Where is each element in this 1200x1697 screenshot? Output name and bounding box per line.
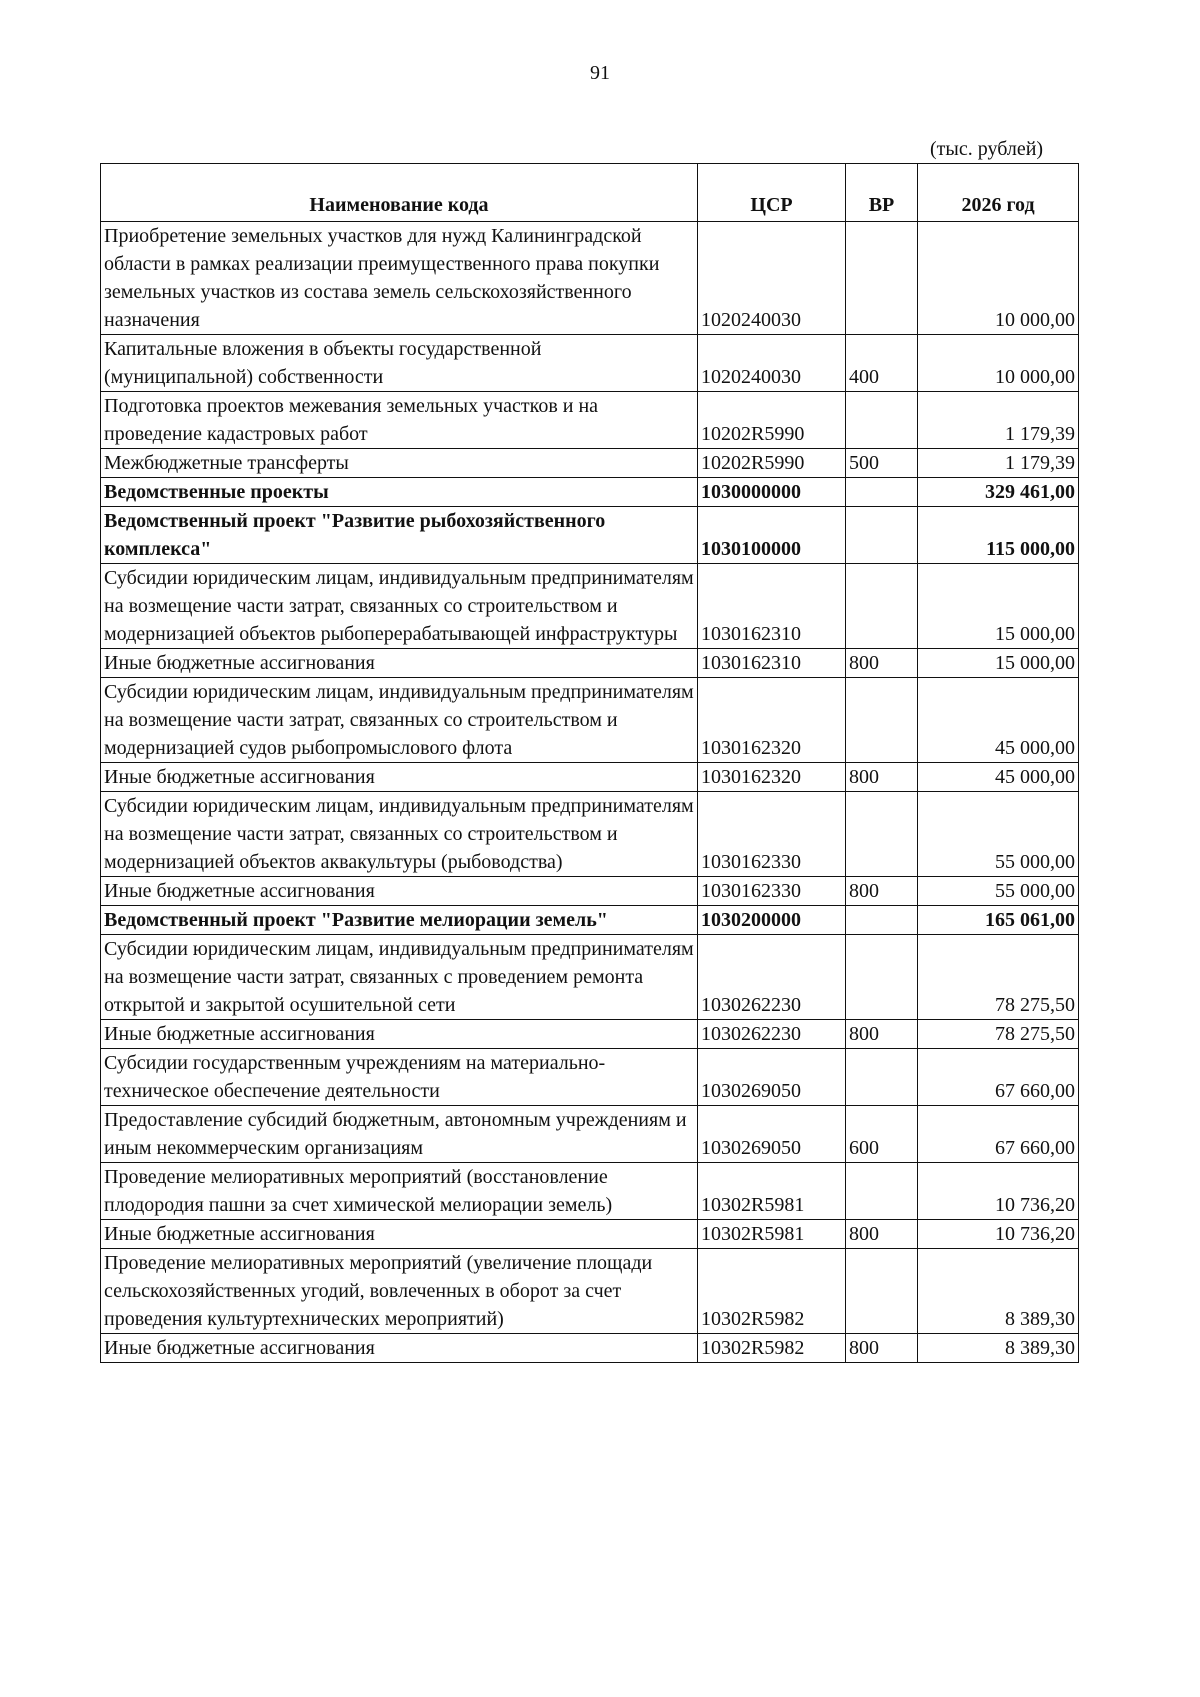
cell-vr: 800 <box>846 649 918 678</box>
cell-csr: 10202R5990 <box>698 392 846 449</box>
cell-name: Иные бюджетные ассигнования <box>101 763 698 792</box>
cell-sum: 78 275,50 <box>918 935 1079 1020</box>
cell-vr: 500 <box>846 449 918 478</box>
cell-sum: 55 000,00 <box>918 792 1079 877</box>
cell-sum: 8 389,30 <box>918 1334 1079 1363</box>
cell-name: Субсидии юридическим лицам, индивидуальным предпринимателям на возмещение части затрат, связанных со строительством и модернизацией объектов аквакультуры (рыбоводства) <box>101 792 698 877</box>
cell-name: Иные бюджетные ассигнования <box>101 649 698 678</box>
cell-vr <box>846 392 918 449</box>
cell-name: Иные бюджетные ассигнования <box>101 1220 698 1249</box>
cell-name: Приобретение земельных участков для нужд Калининградской области в рамках реализации преимущественного права покупки земельных участков из состава земель сельскохозяйственного назначения <box>101 222 698 335</box>
cell-csr: 1030162310 <box>698 649 846 678</box>
cell-vr <box>846 1163 918 1220</box>
cell-csr: 10302R5982 <box>698 1334 846 1363</box>
cell-sum: 10 736,20 <box>918 1163 1079 1220</box>
table-row <box>101 877 1079 906</box>
cell-name: Капитальные вложения в объекты государственной (муниципальной) собственности <box>101 335 698 392</box>
cell-name: Иные бюджетные ассигнования <box>101 1334 698 1363</box>
table-header-row <box>101 164 1079 222</box>
cell-sum: 15 000,00 <box>918 649 1079 678</box>
cell-vr: 800 <box>846 763 918 792</box>
cell-sum: 10 000,00 <box>918 222 1079 335</box>
page-number: 91 <box>590 62 610 84</box>
table-row <box>101 649 1079 678</box>
header-csr: ЦСР <box>698 164 846 222</box>
table-row <box>101 1249 1079 1334</box>
cell-vr <box>846 564 918 649</box>
table-row <box>101 1106 1079 1163</box>
cell-sum: 329 461,00 <box>918 478 1079 507</box>
cell-sum: 1 179,39 <box>918 449 1079 478</box>
table-row <box>101 1049 1079 1106</box>
table-row <box>101 678 1079 763</box>
cell-csr: 10302R5981 <box>698 1220 846 1249</box>
cell-csr: 1020240030 <box>698 222 846 335</box>
table-row <box>101 392 1079 449</box>
cell-name: Иные бюджетные ассигнования <box>101 877 698 906</box>
cell-vr <box>846 678 918 763</box>
cell-csr: 10302R5981 <box>698 1163 846 1220</box>
cell-vr <box>846 222 918 335</box>
cell-sum: 10 736,20 <box>918 1220 1079 1249</box>
cell-vr <box>846 478 918 507</box>
cell-sum: 15 000,00 <box>918 564 1079 649</box>
cell-csr: 1030162310 <box>698 564 846 649</box>
table-row <box>101 906 1079 935</box>
cell-csr: 1030162320 <box>698 763 846 792</box>
cell-vr <box>846 792 918 877</box>
cell-vr: 800 <box>846 877 918 906</box>
header-name: Наименование кода <box>101 164 698 222</box>
table-row <box>101 449 1079 478</box>
cell-sum: 8 389,30 <box>918 1249 1079 1334</box>
cell-name: Ведомственные проекты <box>101 478 698 507</box>
cell-vr <box>846 507 918 564</box>
cell-vr <box>846 935 918 1020</box>
cell-vr <box>846 906 918 935</box>
cell-name: Проведение мелиоративных мероприятий (восстановление плодородия пашни за счет химической мелиорации земель) <box>101 1163 698 1220</box>
cell-csr: 10202R5990 <box>698 449 846 478</box>
cell-sum: 78 275,50 <box>918 1020 1079 1049</box>
cell-csr: 10302R5982 <box>698 1249 846 1334</box>
cell-name: Субсидии юридическим лицам, индивидуальным предпринимателям на возмещение части затрат, связанных со строительством и модернизацией объектов рыбоперерабатывающей инфраструктуры <box>101 564 698 649</box>
cell-csr: 1030162330 <box>698 792 846 877</box>
table-body <box>101 222 1079 1363</box>
cell-csr: 1030269050 <box>698 1106 846 1163</box>
cell-csr: 1030200000 <box>698 906 846 935</box>
cell-vr: 800 <box>846 1220 918 1249</box>
cell-csr: 1030262230 <box>698 1020 846 1049</box>
cell-sum: 55 000,00 <box>918 877 1079 906</box>
cell-csr: 1020240030 <box>698 335 846 392</box>
cell-csr: 1030000000 <box>698 478 846 507</box>
table-row <box>101 935 1079 1020</box>
cell-name: Предоставление субсидий бюджетным, автономным учреждениям и иным некоммерческим организациям <box>101 1106 698 1163</box>
cell-vr: 600 <box>846 1106 918 1163</box>
table-row <box>101 1334 1079 1363</box>
cell-sum: 45 000,00 <box>918 763 1079 792</box>
cell-sum: 45 000,00 <box>918 678 1079 763</box>
cell-name: Ведомственный проект "Развитие рыбохозяйственного комплекса" <box>101 507 698 564</box>
cell-sum: 1 179,39 <box>918 392 1079 449</box>
cell-csr: 1030162320 <box>698 678 846 763</box>
cell-sum: 165 061,00 <box>918 906 1079 935</box>
header-year: 2026 год <box>918 164 1079 222</box>
header-vr: ВР <box>846 164 918 222</box>
cell-name: Подготовка проектов межевания земельных участков и на проведение кадастровых работ <box>101 392 698 449</box>
cell-name: Субсидии юридическим лицам, индивидуальным предпринимателям на возмещение части затрат, связанных со строительством и модернизацией судов рыбопромыслового флота <box>101 678 698 763</box>
table-row <box>101 1020 1079 1049</box>
cell-name: Проведение мелиоративных мероприятий (увеличение площади сельскохозяйственных угодий, вовлеченных в оборот за счет проведения культуртехнических мероприятий) <box>101 1249 698 1334</box>
table-row <box>101 335 1079 392</box>
cell-name: Иные бюджетные ассигнования <box>101 1020 698 1049</box>
budget-table <box>100 163 1079 1363</box>
table-row <box>101 222 1079 335</box>
table-row <box>101 1220 1079 1249</box>
cell-vr: 400 <box>846 335 918 392</box>
units-label: (тыс. рублей) <box>930 138 1044 160</box>
cell-vr: 800 <box>846 1334 918 1363</box>
cell-csr: 1030269050 <box>698 1049 846 1106</box>
table-row <box>101 507 1079 564</box>
table-row <box>101 792 1079 877</box>
cell-sum: 67 660,00 <box>918 1106 1079 1163</box>
table-row <box>101 763 1079 792</box>
table-row <box>101 564 1079 649</box>
cell-name: Субсидии государственным учреждениям на материально-техническое обеспечение деятельности <box>101 1049 698 1106</box>
cell-vr <box>846 1049 918 1106</box>
cell-csr: 1030100000 <box>698 507 846 564</box>
table-row <box>101 1163 1079 1220</box>
cell-name: Межбюджетные трансферты <box>101 449 698 478</box>
cell-sum: 67 660,00 <box>918 1049 1079 1106</box>
cell-csr: 1030162330 <box>698 877 846 906</box>
cell-vr: 800 <box>846 1020 918 1049</box>
cell-sum: 115 000,00 <box>918 507 1079 564</box>
cell-csr: 1030262230 <box>698 935 846 1020</box>
table-row <box>101 478 1079 507</box>
cell-vr <box>846 1249 918 1334</box>
cell-name: Субсидии юридическим лицам, индивидуальным предпринимателям на возмещение части затрат, связанных с проведением ремонта открытой и закрытой осушительной сети <box>101 935 698 1020</box>
cell-sum: 10 000,00 <box>918 335 1079 392</box>
cell-name: Ведомственный проект "Развитие мелиорации земель" <box>101 906 698 935</box>
